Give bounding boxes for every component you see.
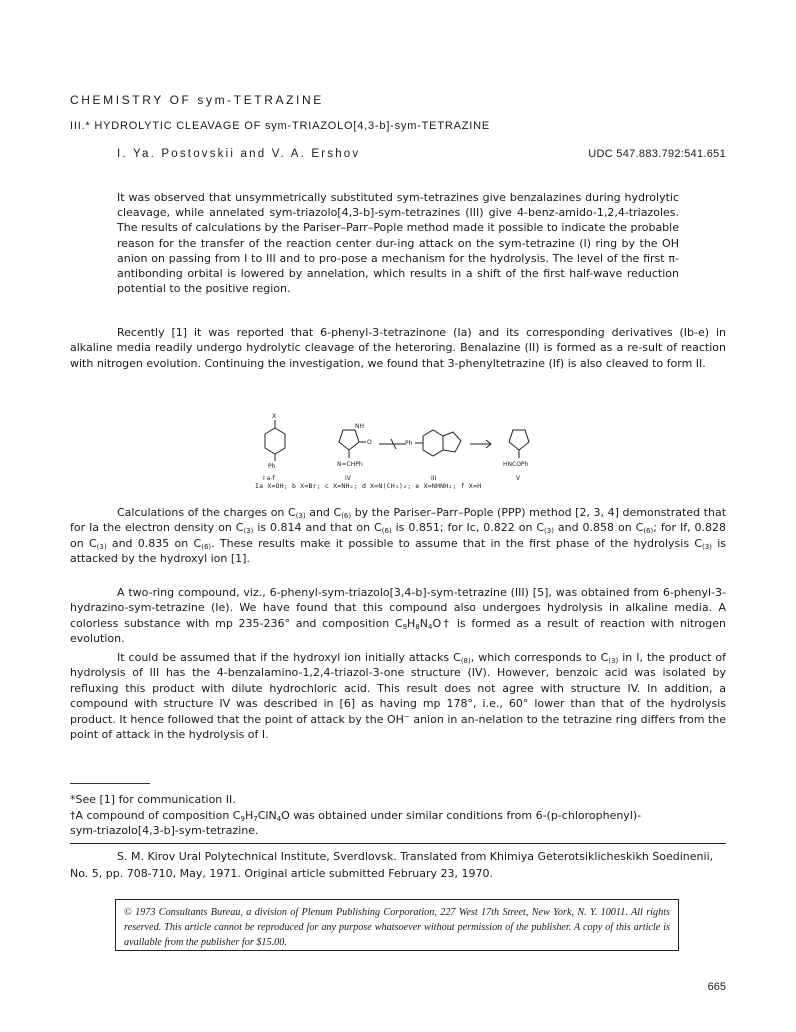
page-number: 665: [707, 981, 726, 993]
label-hncoph: HNCOPh: [503, 461, 529, 468]
triazole-ring-v: [509, 430, 529, 450]
footnotes: [70, 792, 730, 839]
label-nh: NH: [355, 423, 364, 430]
triazole-ring-iii: [443, 432, 461, 452]
label-ph: Ph: [268, 463, 276, 470]
paper-title: III.* HYDROLYTIC CLEAVAGE OF sym-TRIAZOLO[4,3-b]-sym-TETRAZINE: [70, 120, 490, 132]
institution-rule: [70, 843, 726, 844]
copyright-symbol: ©: [124, 907, 132, 918]
tetrazine-ring-iii: [423, 430, 443, 456]
series-title: CHEMISTRY OF sym-TETRAZINE: [70, 93, 324, 107]
copyright-notice: [115, 899, 679, 951]
label-compound-iii: III: [431, 475, 437, 482]
label-compound-i: I a-f: [263, 475, 275, 482]
label-x: X: [272, 413, 277, 420]
scheme-caption: Ia X=OH; b X=Br; c X=NH₂; d X=N(CH₃)₂; e X=NHNH₂; f X=H: [255, 482, 482, 490]
institution-note: S. M. Kirov Ural Polytechnical Institute, Sverdlovsk. Translated from Khimiya Geterotsiklicheskikh Soedinenii, No. 5, pp. 708-710, May, 1971. Original article submitted February 23, 1970.: [70, 850, 714, 880]
label-nchph: N=CHPh: [337, 461, 363, 468]
label-o: O: [367, 439, 372, 446]
footnote-2-continuation: sym-triazolo[4,3-b]-sym-tetrazine.: [70, 824, 259, 837]
footnote-2: †A compound of composition $C_9H_7ClN_4O$ was obtained under similar conditions from 6-(p-chlorophenyl)-: [70, 808, 642, 823]
paragraph-1: Recently [1] it was reported that 6-phenyl-3-tetrazinone (Ia) and its corresponding derivatives (Ib-e) in alkaline media readily undergo hydrolytic cleavage of the heteroring. Benalazine (II) is formed as a re-sult of reaction with nitrogen evolution. Continuing the investigation, we found that 3-phenyltetrazine (If) is also cleaved to form II.: [70, 326, 726, 370]
footnote-1: *See [1] for communication II.: [70, 793, 236, 806]
copyright-text: 1973 Consultants Bureau, a division of Plenum Publishing Corporation, 227 West 17th Street, New York, N. Y. 10011. All rights reserved. This article cannot be reproduced for any purpose whatsoever without permission of the publisher. A copy of this article is available from the publisher for $15.00.: [124, 907, 670, 948]
triazolone-ring: [339, 430, 359, 450]
footnote-rule: [70, 783, 150, 784]
abstract: It was observed that unsymmetrically substituted sym-tetrazines give benzalazines during hydrolytic cleavage, while annelated sym-triazolo[4,3-b]-sym-tetrazines (III) give 4-benz-amido-1,2,4-triazoles. The results of calculations by the Pariser–Parr–Pople method made it possible to indicate the probable reason for the transfer of the reaction center dur-ing attack on the sym-tetrazine (I) ring by the OH anion on passing from I to III and to pro-pose a mechanism for the hydrolysis. The level of the first π-antibonding orbital is lowered by annelation, which results in a shift of the first half-wave reduction potential to the positive region.: [117, 191, 679, 296]
label-compound-v: V: [516, 475, 521, 482]
paragraph-3: A two-ring compound, viz., 6-phenyl-sym-triazolo[3,4-b]-sym-tetrazine (III) [5], was obtained from 6-phenyl-3-hydrazino-sym-tetrazine (Ie). We have found that this compound also undergoes hydrolysis in alkaline media. A colorless substance with mp 235-236° and composition $C_9H_8N_4O\dagger$ is formed as a result of reaction with nitrogen evolution.: [70, 586, 726, 646]
paragraph-2: Calculations of the charges on $C_{(3)}$ and $C_{(6)}$ by the Pariser–Parr–Pople (PPP) method [2, 3, 4] demonstrated that for Ia the electron density on $C_{(3)}$ is 0.814 and that on $C_{(6)}$ is 0.851; for Ic, 0.822 on $C_{(3)}$ and 0.858 on $C_{(6)}$; for If, 0.828 on $C_{(3)}$ and 0.835 on $C_{(6)}$. These results make it possible to assume that in the first phase of the hydrolysis $C_{(3)}$ is attacked by the hydroxyl ion [1].: [70, 506, 727, 566]
paragraph-4: It could be assumed that if the hydroxyl ion initially attacks $C_{(8)}$, which corresponds to $C_{(3)}$ in I, the product of hydrolysis of III has the 4-benzalamino-1,2,4-triazol-3-one structure (IV). However, benzoic acid was isolated by refluxing this product with dilute hydrochloric acid. This result does not agree with structure IV. In addition, a compound with structure IV was described in [6] as having mp 178°, i.e., 60° lower than that of the hydrolysis product. It hence followed that the point of attack by the OH− anion in an-nelation to the tetrazine ring differs from the point of attack in the hydrolysis of I.: [70, 651, 726, 742]
label-compound-iv: IV: [345, 475, 351, 482]
udc-code: UDC 547.883.792:541.651: [588, 148, 726, 160]
label-ph-iii: Ph: [405, 440, 413, 447]
tetrazine-ring: [265, 428, 285, 454]
authors: I. Ya. Postovskii and V. A. Ershov: [117, 148, 361, 160]
